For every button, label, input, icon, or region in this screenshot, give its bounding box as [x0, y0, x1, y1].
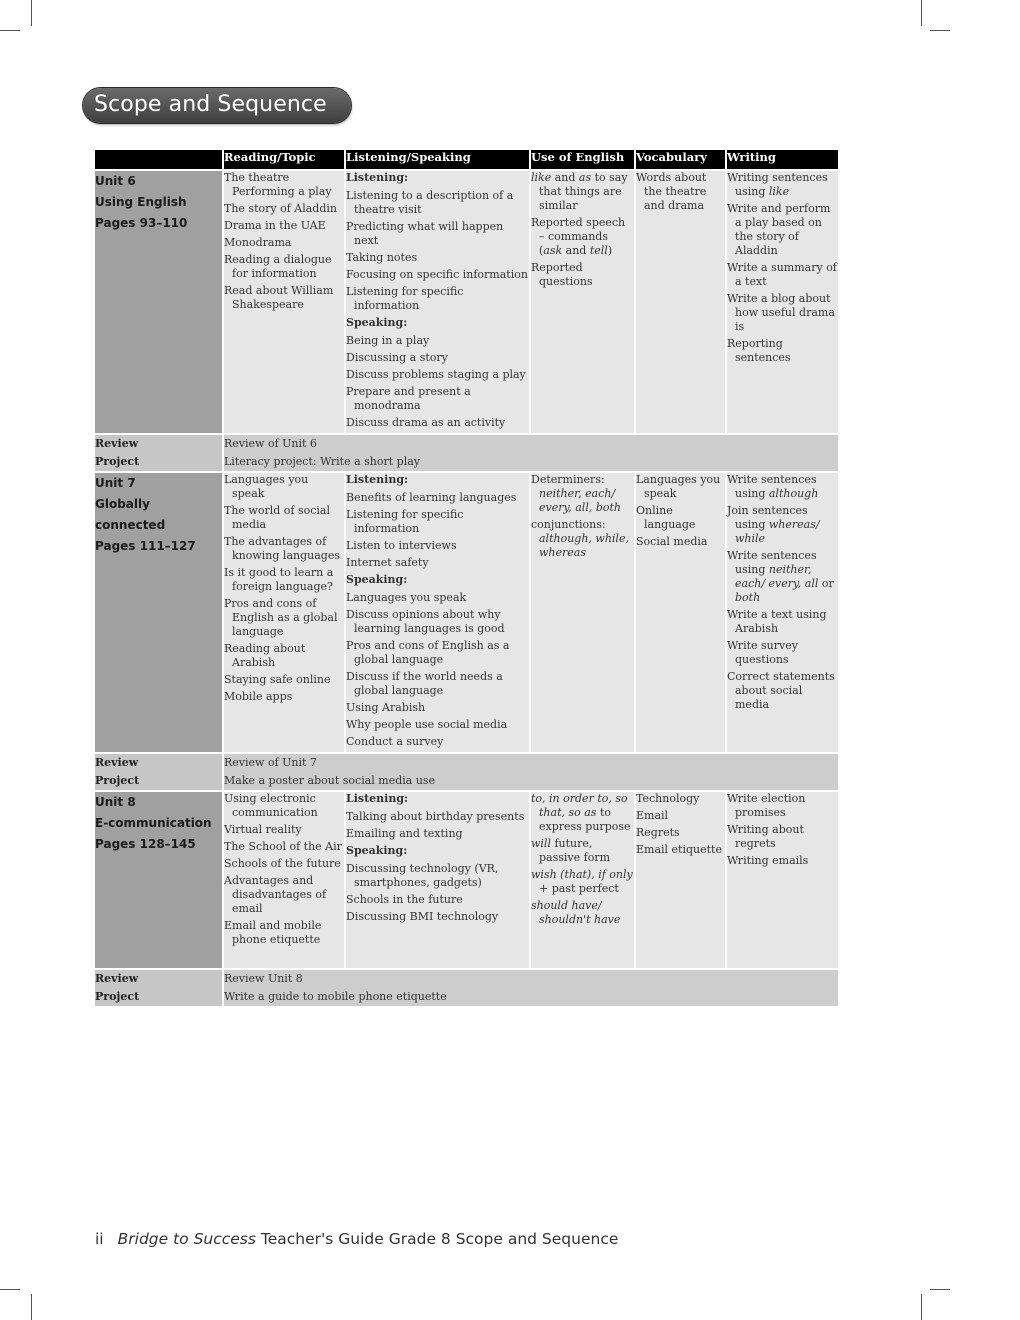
list-item: Reporting sentences: [727, 337, 791, 364]
list-item: Prepare and present a monodrama: [346, 385, 471, 412]
header-unit: [95, 150, 223, 170]
list-item: Write survey questions: [727, 639, 798, 666]
list-item: Staying safe online: [224, 673, 331, 686]
listening-label: Listening:: [346, 473, 409, 486]
crop-mark: [930, 1289, 950, 1290]
italic-term: wish (that), if only: [531, 868, 633, 881]
use-of-english-cell: [530, 472, 635, 753]
review-project-label: [95, 434, 223, 472]
list-item: Email: [636, 809, 669, 822]
list-item: Monodrama: [224, 236, 292, 249]
list-item: Using electronic communication: [224, 792, 318, 819]
unit-number: Unit 6: [95, 174, 136, 188]
table-row: [95, 170, 838, 434]
table-header-row: [95, 150, 838, 170]
vocabulary-cell: [635, 791, 726, 969]
list-item: Writing emails: [727, 854, 809, 867]
writing-cell: [726, 170, 838, 434]
review-project-body: [223, 434, 838, 472]
italic-term: whereas/ while: [735, 518, 820, 545]
list-item: Benefits of learning languages: [346, 491, 517, 504]
list-item: Write election promises: [727, 792, 806, 819]
list-item: [727, 171, 838, 199]
text-fragment: conjunctions:: [531, 518, 606, 531]
unit-label-cell: [95, 472, 223, 753]
list-item: [531, 899, 634, 927]
unit-name: E-communication: [95, 816, 212, 830]
list-item: Using Arabish: [346, 701, 426, 714]
review-row: [95, 434, 838, 472]
italic-term: like: [531, 171, 552, 184]
text-fragment: future, passive form: [539, 837, 611, 864]
text-fragment: to say that things are similar: [539, 171, 628, 212]
text-fragment: Write sentences using: [727, 549, 817, 576]
list-item: Email and mobile phone etiquette: [224, 919, 322, 946]
reading-cell: [223, 170, 345, 434]
list-item: Discuss problems staging a play: [346, 368, 526, 381]
list-item: [727, 549, 838, 605]
list-item: [531, 216, 634, 258]
unit-name: Using English: [95, 195, 187, 209]
list-item: Online language: [636, 504, 696, 531]
italic-term: although: [768, 487, 819, 500]
table-row: [95, 791, 838, 969]
project-text: Write a guide to mobile phone etiquette: [224, 990, 447, 1003]
listening-label: Listening:: [346, 792, 409, 805]
review-text: Review of Unit 6: [224, 437, 317, 450]
review-project-label: [95, 969, 223, 1006]
list-item: Discuss drama as an activity: [346, 416, 506, 429]
list-item: Listening to a description of a theatre visit: [346, 189, 514, 216]
speaking-label: Speaking:: [346, 573, 408, 586]
list-item: Being in a play: [346, 334, 430, 347]
speaking-label: Speaking:: [346, 844, 408, 857]
text-fragment: Reported speech – commands (: [531, 216, 626, 257]
review-label: Review: [95, 756, 139, 769]
list-item: Reported questions: [531, 261, 593, 288]
unit-pages: Pages 111–127: [95, 539, 196, 553]
italic-term: although, while, whereas: [539, 532, 629, 559]
header-use-of-english: Use of English: [530, 150, 635, 170]
text-fragment: + past perfect: [539, 882, 619, 895]
review-project-body: [223, 969, 838, 1006]
italic-term: to, in order to, so that, so as: [531, 792, 628, 819]
header-vocabulary: Vocabulary: [635, 150, 726, 170]
crop-mark: [921, 1294, 922, 1320]
list-item: Listening for specific information: [346, 285, 464, 312]
list-item: Is it good to learn a foreign language?: [224, 566, 334, 593]
list-item: [727, 504, 838, 546]
list-item: Regrets: [636, 826, 680, 839]
scope-sequence-table: [95, 150, 838, 1006]
unit-label-cell: [95, 791, 223, 969]
list-item: The world of social media: [224, 504, 330, 531]
italic-term: like: [768, 185, 790, 198]
review-text: Review of Unit 7: [224, 756, 317, 769]
list-item: Words about the theatre and drama: [636, 171, 707, 212]
list-item: Technology: [636, 792, 700, 805]
list-item: [531, 837, 634, 865]
text-fragment: ): [607, 244, 613, 257]
unit-name: Globally connected: [95, 497, 166, 532]
list-item: Read about William Shakespeare: [224, 284, 334, 311]
book-title: Bridge to Success: [117, 1230, 256, 1248]
list-item: Schools of the future: [224, 857, 341, 870]
crop-mark: [31, 1294, 32, 1320]
project-label: Project: [95, 455, 140, 468]
list-item: Email etiquette: [636, 843, 722, 856]
italic-term: ask: [543, 244, 563, 257]
unit-number: Unit 8: [95, 795, 136, 809]
list-item: [531, 868, 634, 896]
project-label: Project: [95, 990, 140, 1003]
list-item: Conduct a survey: [346, 735, 444, 748]
footer-text: Teacher's Guide Grade 8 Scope and Sequence: [255, 1230, 619, 1248]
list-item: Predicting what will happen next: [346, 220, 504, 247]
page-title: Scope and Sequence: [83, 88, 351, 123]
review-label: Review: [95, 972, 139, 985]
project-text: Literacy project: Write a short play: [224, 455, 420, 468]
crop-mark: [930, 30, 950, 31]
list-item: Discussing BMI technology: [346, 910, 499, 923]
italic-term: will: [531, 837, 551, 850]
text-fragment: or: [818, 577, 834, 590]
review-row: [95, 969, 838, 1006]
header-reading: Reading/Topic: [223, 150, 345, 170]
unit-pages: Pages 93–110: [95, 216, 188, 230]
listening-speaking-cell: [345, 472, 530, 753]
list-item: The advantages of knowing languages: [224, 535, 340, 562]
writing-cell: [726, 472, 838, 753]
italic-term: neither, each/ every, all: [735, 563, 819, 590]
list-item: Internet safety: [346, 556, 429, 569]
unit-pages: Pages 128–145: [95, 837, 196, 851]
use-of-english-cell: [530, 170, 635, 434]
page-number: ii: [95, 1230, 104, 1248]
list-item: Languages you speak: [346, 591, 467, 604]
crop-mark: [0, 30, 20, 31]
list-item: Drama in the UAE: [224, 219, 326, 232]
text-fragment: Write sentences using: [727, 473, 817, 500]
crop-mark: [31, 0, 32, 26]
list-item: Write a text using Arabish: [727, 608, 827, 635]
list-item: Focusing on specific information: [346, 268, 528, 281]
list-item: Discuss opinions about why learning languages is good: [346, 608, 505, 635]
list-item: Taking notes: [346, 251, 418, 264]
header-listening: Listening/Speaking: [345, 150, 530, 170]
list-item: Languages you speak: [636, 473, 721, 500]
list-item: The theatre Performing a play: [224, 171, 332, 198]
list-item: [531, 171, 634, 213]
list-item: Reading a dialogue for information: [224, 253, 332, 280]
crop-mark: [921, 0, 922, 26]
writing-cell: [726, 791, 838, 969]
italic-term: tell: [589, 244, 608, 257]
crop-mark: [0, 1289, 20, 1290]
text-fragment: and: [562, 244, 590, 257]
list-item: Schools in the future: [346, 893, 463, 906]
listening-label: Listening:: [346, 171, 409, 184]
list-item: Social media: [636, 535, 708, 548]
list-item: Listening for specific information: [346, 508, 464, 535]
list-item: The School of the Air: [224, 840, 342, 853]
italic-term: neither, each/ every, all, both: [539, 487, 621, 514]
listening-speaking-cell: [345, 170, 530, 434]
list-item: Pros and cons of English as a global language: [224, 597, 338, 638]
list-item: Reading about Arabish: [224, 642, 306, 669]
text-fragment: Writing sentences using: [727, 171, 828, 198]
review-text: Review Unit 8: [224, 972, 303, 985]
list-item: Mobile apps: [224, 690, 293, 703]
list-item: Talking about birthday presents: [346, 810, 525, 823]
use-of-english-cell: [530, 791, 635, 969]
list-item: Listen to interviews: [346, 539, 457, 552]
list-item: Write a summary of a text: [727, 261, 837, 288]
unit-number: Unit 7: [95, 476, 136, 490]
project-text: Make a poster about social media use: [224, 774, 436, 787]
review-project-body: [223, 753, 838, 791]
reading-cell: [223, 791, 345, 969]
list-item: Emailing and texting: [346, 827, 463, 840]
unit-label-cell: [95, 170, 223, 434]
review-project-label: [95, 753, 223, 791]
review-row: [95, 753, 838, 791]
list-item: Correct statements about social media: [727, 670, 835, 711]
list-item: Languages you speak: [224, 473, 309, 500]
list-item: Discussing technology (VR, smartphones, gadgets): [346, 862, 499, 889]
italic-term: as: [578, 171, 592, 184]
list-item: Write and perform a play based on the story of Aladdin: [727, 202, 831, 257]
text-fragment: Determiners:: [531, 473, 605, 486]
vocabulary-cell: [635, 472, 726, 753]
list-item: Discussing a story: [346, 351, 448, 364]
list-item: [727, 473, 838, 501]
list-item: Write a blog about how useful drama is: [727, 292, 835, 333]
list-item: The story of Aladdin: [224, 202, 337, 215]
list-item: [531, 518, 634, 560]
review-label: Review: [95, 437, 139, 450]
project-label: Project: [95, 774, 140, 787]
italic-term: should have/ shouldn't have: [531, 899, 621, 926]
list-item: Virtual reality: [224, 823, 302, 836]
list-item: Pros and cons of English as a global language: [346, 639, 510, 666]
speaking-label: Speaking:: [346, 316, 408, 329]
list-item: Discuss if the world needs a global language: [346, 670, 503, 697]
vocabulary-cell: [635, 170, 726, 434]
header-writing: Writing: [726, 150, 838, 170]
listening-speaking-cell: [345, 791, 530, 969]
list-item: [531, 473, 634, 515]
list-item: [531, 792, 634, 834]
reading-cell: [223, 472, 345, 753]
text-fragment: and: [551, 171, 579, 184]
text-fragment: Join sentences using: [727, 504, 808, 531]
list-item: Writing about regrets: [727, 823, 804, 850]
text-fragment: to express purpose: [539, 806, 631, 833]
page-footer: [95, 1230, 618, 1248]
list-item: Why people use social media: [346, 718, 508, 731]
table-row: [95, 472, 838, 753]
list-item: Advantages and disadvantages of email: [224, 874, 327, 915]
italic-term: both: [735, 591, 761, 604]
